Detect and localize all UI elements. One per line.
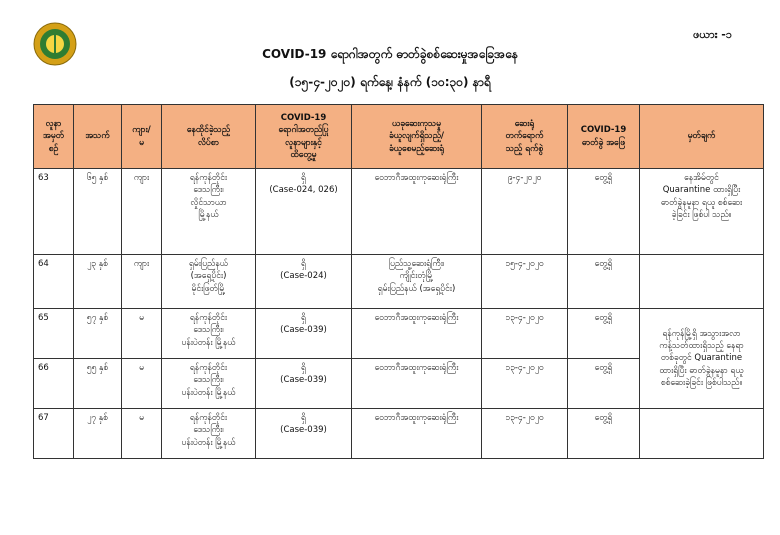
- header-text: နေထိုင်ခဲ့သည့်: [186, 125, 231, 136]
- header-text: ဓာတ်ခွဲ အဖြေ: [581, 137, 626, 148]
- remark-line: ကန့်သတ်ထားရှိသည့် နေရာ: [659, 341, 744, 352]
- case-sex: မ: [122, 309, 162, 359]
- case-number: 64: [34, 255, 74, 309]
- case-result: တွေ့ရှိ: [568, 409, 640, 459]
- col-sex-header: [122, 105, 162, 169]
- col-hospital-header: [352, 105, 482, 169]
- case-address: [162, 255, 256, 309]
- address-line: ရှမ်းပြည်နယ်: [188, 259, 229, 269]
- address-line: ဒေသကြီး၊: [193, 375, 224, 386]
- address-line: ပန်းပဲတန်း မြို့နယ်: [181, 337, 236, 348]
- header-text: စဉ်: [48, 143, 59, 154]
- header-text: ကျား/: [132, 125, 151, 136]
- case-sex: ကျား: [122, 255, 162, 309]
- case-remark: [640, 409, 764, 459]
- page-title: COVID-19 ရောဂါအတွက် ဓာတ်ခွဲစစ်ဆေးမှုအခြေအနေ: [262, 47, 518, 61]
- address-line: ရန်ကုန်တိုင်း: [189, 173, 228, 183]
- case-remark: [640, 255, 764, 309]
- header-text: COVID-19: [280, 112, 327, 123]
- table-header-row: [34, 105, 764, 169]
- case-age: ၂၇ နှစ်: [74, 409, 122, 459]
- col-admit-date-header: [482, 105, 568, 169]
- contact-line: ရှိ: [301, 413, 306, 423]
- header-text: လူနာများနှင့်: [285, 137, 322, 148]
- address-line: ပန်းပဲတန်း မြို့နယ်: [181, 387, 236, 398]
- table-row: [34, 409, 764, 459]
- contact-line: (Case-039): [280, 325, 327, 336]
- remark-line: ရန်ကုန်မြို့ရှိ အသွားအလာ: [662, 328, 741, 339]
- table-row: [34, 255, 764, 309]
- header-text: ခံယူလျက်ရှိသည့်/: [388, 131, 445, 142]
- case-admit-date: ၁၃-၄-၂၀၂၀: [482, 309, 568, 359]
- case-age: ၅၇ နှစ်: [74, 309, 122, 359]
- case-contact: [256, 409, 352, 459]
- case-hospital: [352, 169, 482, 255]
- header-text: COVID-19: [580, 125, 627, 136]
- contact-line: (Case-024, 026): [269, 185, 338, 196]
- hospital-line: ဝေဘာဂီအထူးကုဆေးရုံကြီး: [374, 413, 459, 423]
- col-age-header: [74, 105, 122, 169]
- remark-line: တစ်ခုတွင် Quarantine: [660, 353, 743, 364]
- case-result: တွေ့ရှိ: [568, 359, 640, 409]
- address-line: ပန်းပဲတန်း မြို့နယ်: [181, 437, 236, 448]
- col-serial-header: [34, 105, 74, 169]
- case-hospital: [352, 359, 482, 409]
- header-text: သည့် ရက်စွဲ: [505, 143, 544, 154]
- remark-line: Quarantine ထားရှိပြီး: [662, 185, 741, 196]
- address-line: ရန်ကုန်တိုင်း: [189, 363, 228, 373]
- col-contact-header: [256, 105, 352, 169]
- address-line: ဒေသကြီး၊: [193, 425, 224, 436]
- address-line: ရန်ကုန်တိုင်း: [189, 413, 228, 423]
- table-row: [34, 169, 764, 255]
- address-line: (အရှေ့ပိုင်း): [190, 271, 227, 282]
- case-contact: [256, 309, 352, 359]
- contact-line: ရှိ: [301, 259, 306, 269]
- case-sex: မ: [122, 409, 162, 459]
- case-admit-date: ၁၃-၄-၂၀၂၀: [482, 359, 568, 409]
- case-sex: ကျား: [122, 169, 162, 255]
- hospital-line: ကျိုင်းတုံမြို့: [399, 271, 434, 282]
- address-line: ဒေသကြီး၊: [193, 185, 224, 196]
- case-address: [162, 309, 256, 359]
- case-remark: [640, 309, 764, 409]
- address-line: လှိုင်သာယာ: [190, 197, 227, 208]
- header-text: အမှတ်: [43, 131, 64, 142]
- case-admit-date: ၉-၄-၂၀၂၀: [482, 169, 568, 255]
- contact-line: (Case-039): [280, 425, 327, 436]
- header-text: လိပ်စာ: [197, 137, 220, 148]
- case-result: တွေ့ရှိ: [568, 309, 640, 359]
- header-text: ထိတွေ့မှု: [290, 149, 317, 160]
- header-text: အသက်: [85, 131, 110, 142]
- case-admit-date: ၁၃-၄-၂၀၂၀: [482, 409, 568, 459]
- header-text: ဆေးရုံ: [514, 119, 535, 130]
- contact-line: (Case-039): [280, 375, 327, 386]
- header-text: ရောဂါအတည်ပြု: [278, 125, 329, 136]
- case-age: ၅၅ နှစ်: [74, 359, 122, 409]
- case-number: 65: [34, 309, 74, 359]
- case-contact: [256, 359, 352, 409]
- case-age: ၆၅ နှစ်: [74, 169, 122, 255]
- contact-line: (Case-024): [280, 271, 327, 282]
- col-address-header: [162, 105, 256, 169]
- case-number: 66: [34, 359, 74, 409]
- case-hospital: [352, 255, 482, 309]
- case-hospital: [352, 409, 482, 459]
- case-admit-date: ၁၅-၄-၂၀၂၀: [482, 255, 568, 309]
- header-text: မှတ်ချက်: [687, 131, 716, 142]
- contact-line: ရှိ: [301, 313, 306, 323]
- header-text: ခံယူစေမည့်ဆေးရုံ: [388, 143, 445, 154]
- hospital-line: ဝေဘာဂီအထူးကုဆေးရုံကြီး: [374, 363, 459, 373]
- contact-line: ရှိ: [301, 173, 306, 183]
- case-sex: မ: [122, 359, 162, 409]
- annex-label: ဖယား -၁: [693, 28, 732, 41]
- contact-line: ရှိ: [301, 363, 306, 373]
- case-number: 63: [34, 169, 74, 255]
- address-line: ရန်ကုန်တိုင်း: [189, 313, 228, 323]
- case-number: 67: [34, 409, 74, 459]
- case-contact: [256, 169, 352, 255]
- hospital-line: ဝေဘာဂီအထူးကုဆေးရုံကြီး: [374, 173, 459, 183]
- case-age: ၂၃ နှစ်: [74, 255, 122, 309]
- col-remark-header: [640, 105, 764, 169]
- remark-line: စစ်ဆေးခဲ့ခြင်း ဖြစ်ပါသည်။: [660, 377, 743, 388]
- header-text: ယခုဆေးကုသမှု: [391, 119, 442, 130]
- address-line: ဒေသကြီး၊: [193, 325, 224, 336]
- remark-line: ဓာတ်ခွဲနမူနာ ရယူ စစ်ဆေး: [660, 197, 743, 208]
- covid-case-table: [33, 104, 764, 459]
- case-contact: [256, 255, 352, 309]
- remark-line: ထားရှိပြီး ဓာတ်ခွဲနမူနာ ရယူ: [659, 365, 744, 376]
- page-subtitle-date: (၁၅-၄-၂၀၂၀) ရက်နေ့၊ နံနက် (၁၀:၃၀) နာရီ: [289, 75, 491, 89]
- header-text: တက်ရောက်: [505, 131, 544, 142]
- header-text: လူနာ: [45, 119, 62, 130]
- table-row: [34, 309, 764, 359]
- case-address: [162, 359, 256, 409]
- address-line: မိုင်းဖြတ်မြို့: [191, 283, 226, 294]
- case-address: [162, 409, 256, 459]
- case-result: တွေ့ရှိ: [568, 255, 640, 309]
- case-address: [162, 169, 256, 255]
- address-line: မြို့နယ်: [198, 209, 219, 220]
- case-remark: [640, 169, 764, 255]
- remark-line: ခဲ့ခြင်း ဖြစ်ပါ သည်။: [671, 209, 732, 220]
- case-result: တွေ့ရှိ: [568, 169, 640, 255]
- case-hospital: [352, 309, 482, 359]
- col-result-header: [568, 105, 640, 169]
- remark-line: နေအိမ်တွင်: [684, 173, 719, 183]
- hospital-line: ရှမ်းပြည်နယ် (အရှေ့ပိုင်း): [377, 283, 456, 294]
- hospital-line: ပြည်သူ့ဆေးရုံကြီး၊: [388, 259, 445, 269]
- header-text: မ: [139, 137, 144, 148]
- hospital-line: ဝေဘာဂီအထူးကုဆေးရုံကြီး: [374, 313, 459, 323]
